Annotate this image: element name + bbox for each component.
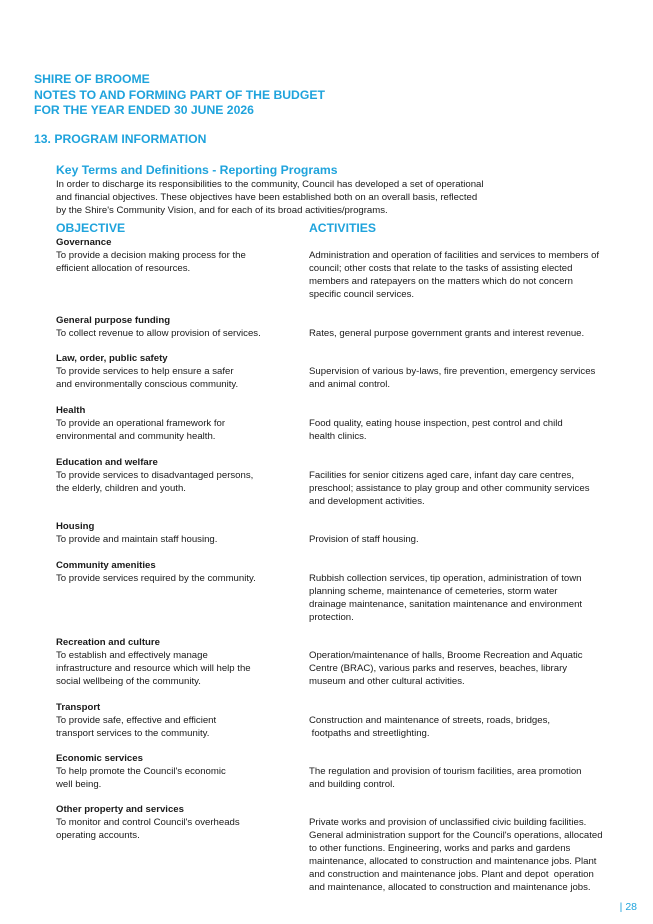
activity-line: and animal control. [309, 379, 391, 390]
program-activities [309, 649, 583, 688]
program-name: Education and welfare [56, 457, 158, 468]
objective-line: To provide a decision making process for the [56, 250, 246, 261]
activity-line: Administration and operation of facilities and services to members of [309, 250, 600, 261]
objective-line: To provide services to help ensure a safer [56, 366, 234, 377]
objective-line: environmental and community health. [56, 431, 216, 442]
activities-column-header: ACTIVITIES [309, 221, 377, 235]
program-name: Health [56, 405, 86, 416]
activity-line: museum and other cultural activities. [309, 676, 465, 687]
activity-line: and construction and maintenance jobs. Plant and depot operation [309, 869, 594, 880]
objective-line: To help promote the Council's economic [56, 766, 226, 777]
activity-line: footpaths and streetlighting. [309, 728, 430, 739]
activity-line: Centre (BRAC), various parks and reserves, beaches, library [309, 663, 568, 674]
objective-line: To establish and effectively manage [56, 650, 208, 661]
program-name: Economic services [56, 753, 143, 764]
activity-line: council; other costs that relate to the tasks of assisting elected [309, 263, 573, 274]
activity-line: The regulation and provision of tourism facilities, area promotion [309, 766, 582, 777]
activity-line: members and ratepayers on the matters which do not concern [309, 276, 573, 287]
objective-line: To provide services to disadvantaged persons, [56, 470, 254, 481]
activity-line: Operation/maintenance of halls, Broome Recreation and Aquatic [309, 650, 583, 661]
activity-line: Facilities for senior citizens aged care, infant day care centres, [309, 470, 575, 481]
program-name: General purpose funding [56, 315, 171, 326]
header-line-3: FOR THE YEAR ENDED 30 JUNE 2026 [34, 103, 254, 117]
program-name: Governance [56, 237, 112, 248]
program-objective [56, 572, 256, 585]
activity-line: and maintenance, allocated to construction and maintenance jobs. [309, 882, 591, 893]
activity-line: and building control. [309, 779, 395, 790]
program-name: Community amenities [56, 560, 156, 571]
activity-line: preschool; assistance to play group and other community services [309, 483, 590, 494]
objective-line: To provide and maintain staff housing. [56, 534, 218, 545]
objective-line: To provide safe, effective and efficient [56, 715, 217, 726]
activity-line: Private works and provision of unclassified civic building facilities. [309, 817, 587, 828]
intro-line: by the Shire's Community Vision, and for each of its broad activities/programs. [56, 205, 388, 216]
activity-line: specific council services. [309, 289, 415, 300]
header-line-1: SHIRE OF BROOME [34, 72, 150, 86]
intro-line: and financial objectives. These objectives have been established both on an overall basis, reflected [56, 192, 478, 203]
page-number: | 28 [619, 901, 637, 913]
activity-line: Provision of staff housing. [309, 534, 419, 545]
objective-column-header: OBJECTIVE [56, 221, 126, 235]
activity-line: protection. [309, 612, 354, 623]
objective-line: the elderly, children and youth. [56, 483, 186, 494]
objective-line: efficient allocation of resources. [56, 263, 191, 274]
program-objective [56, 469, 253, 495]
program-activities [309, 714, 550, 740]
activity-line: Rates, general purpose government grants and interest revenue. [309, 328, 585, 339]
program-objective [56, 365, 238, 391]
program-objective [56, 417, 225, 443]
objective-line: infrastructure and resource which will help the [56, 663, 251, 674]
document-header [34, 72, 325, 119]
activity-line: Food quality, eating house inspection, pest control and child [309, 418, 563, 429]
header-line-2: NOTES TO AND FORMING PART OF THE BUDGET [34, 87, 325, 102]
activity-line: drainage maintenance, sanitation maintenance and environment [309, 599, 583, 610]
program-objective [56, 249, 246, 275]
program-objective [56, 533, 217, 546]
program-activities [309, 816, 603, 894]
program-activities [309, 327, 584, 340]
section-title: 13. PROGRAM INFORMATION [34, 132, 207, 146]
program-name: Housing [56, 521, 95, 532]
program-objective [56, 714, 216, 740]
objective-line: and environmentally conscious community. [56, 379, 239, 390]
objective-line: social wellbeing of the community. [56, 676, 201, 687]
objective-line: To provide services required by the community. [56, 573, 256, 584]
key-terms-intro [56, 178, 526, 217]
program-name: Other property and services [56, 804, 184, 815]
program-objective [56, 816, 240, 842]
objective-line: transport services to the community. [56, 728, 210, 739]
objective-line: To collect revenue to allow provision of services. [56, 328, 261, 339]
activity-line: Supervision of various by-laws, fire prevention, emergency services [309, 366, 596, 377]
program-activities [309, 533, 419, 546]
activity-line: maintenance, allocated to construction and maintenance jobs. Plant [309, 856, 597, 867]
program-activities [309, 572, 582, 624]
program-name: Transport [56, 702, 101, 713]
key-terms-title: Key Terms and Definitions - Reporting Programs [56, 163, 338, 177]
activity-line: health clinics. [309, 431, 367, 442]
program-activities [309, 469, 590, 508]
program-name: Recreation and culture [56, 637, 160, 648]
program-objective [56, 327, 261, 340]
program-activities [309, 417, 563, 443]
activity-line: Construction and maintenance of streets, roads, bridges, [309, 715, 551, 726]
activity-line: and development activities. [309, 496, 425, 507]
program-objective [56, 649, 251, 688]
program-activities [309, 765, 582, 791]
intro-line: In order to discharge its responsibilities to the community, Council has developed a set of operational [56, 179, 484, 190]
activity-line: planning scheme, maintenance of cemeteries, storm water [309, 586, 558, 597]
activity-line: to other functions. Engineering, works and parks and gardens [309, 843, 571, 854]
program-objective [56, 765, 226, 791]
activity-line: General administration support for the Council's operations, allocated [309, 830, 603, 841]
objective-line: operating accounts. [56, 830, 140, 841]
program-activities [309, 249, 599, 301]
objective-line: To provide an operational framework for [56, 418, 226, 429]
program-activities [309, 365, 595, 391]
activity-line: Rubbish collection services, tip operation, administration of town [309, 573, 582, 584]
objective-line: well being. [56, 779, 102, 790]
program-name: Law, order, public safety [56, 353, 168, 364]
objective-line: To monitor and control Council's overheads [56, 817, 240, 828]
